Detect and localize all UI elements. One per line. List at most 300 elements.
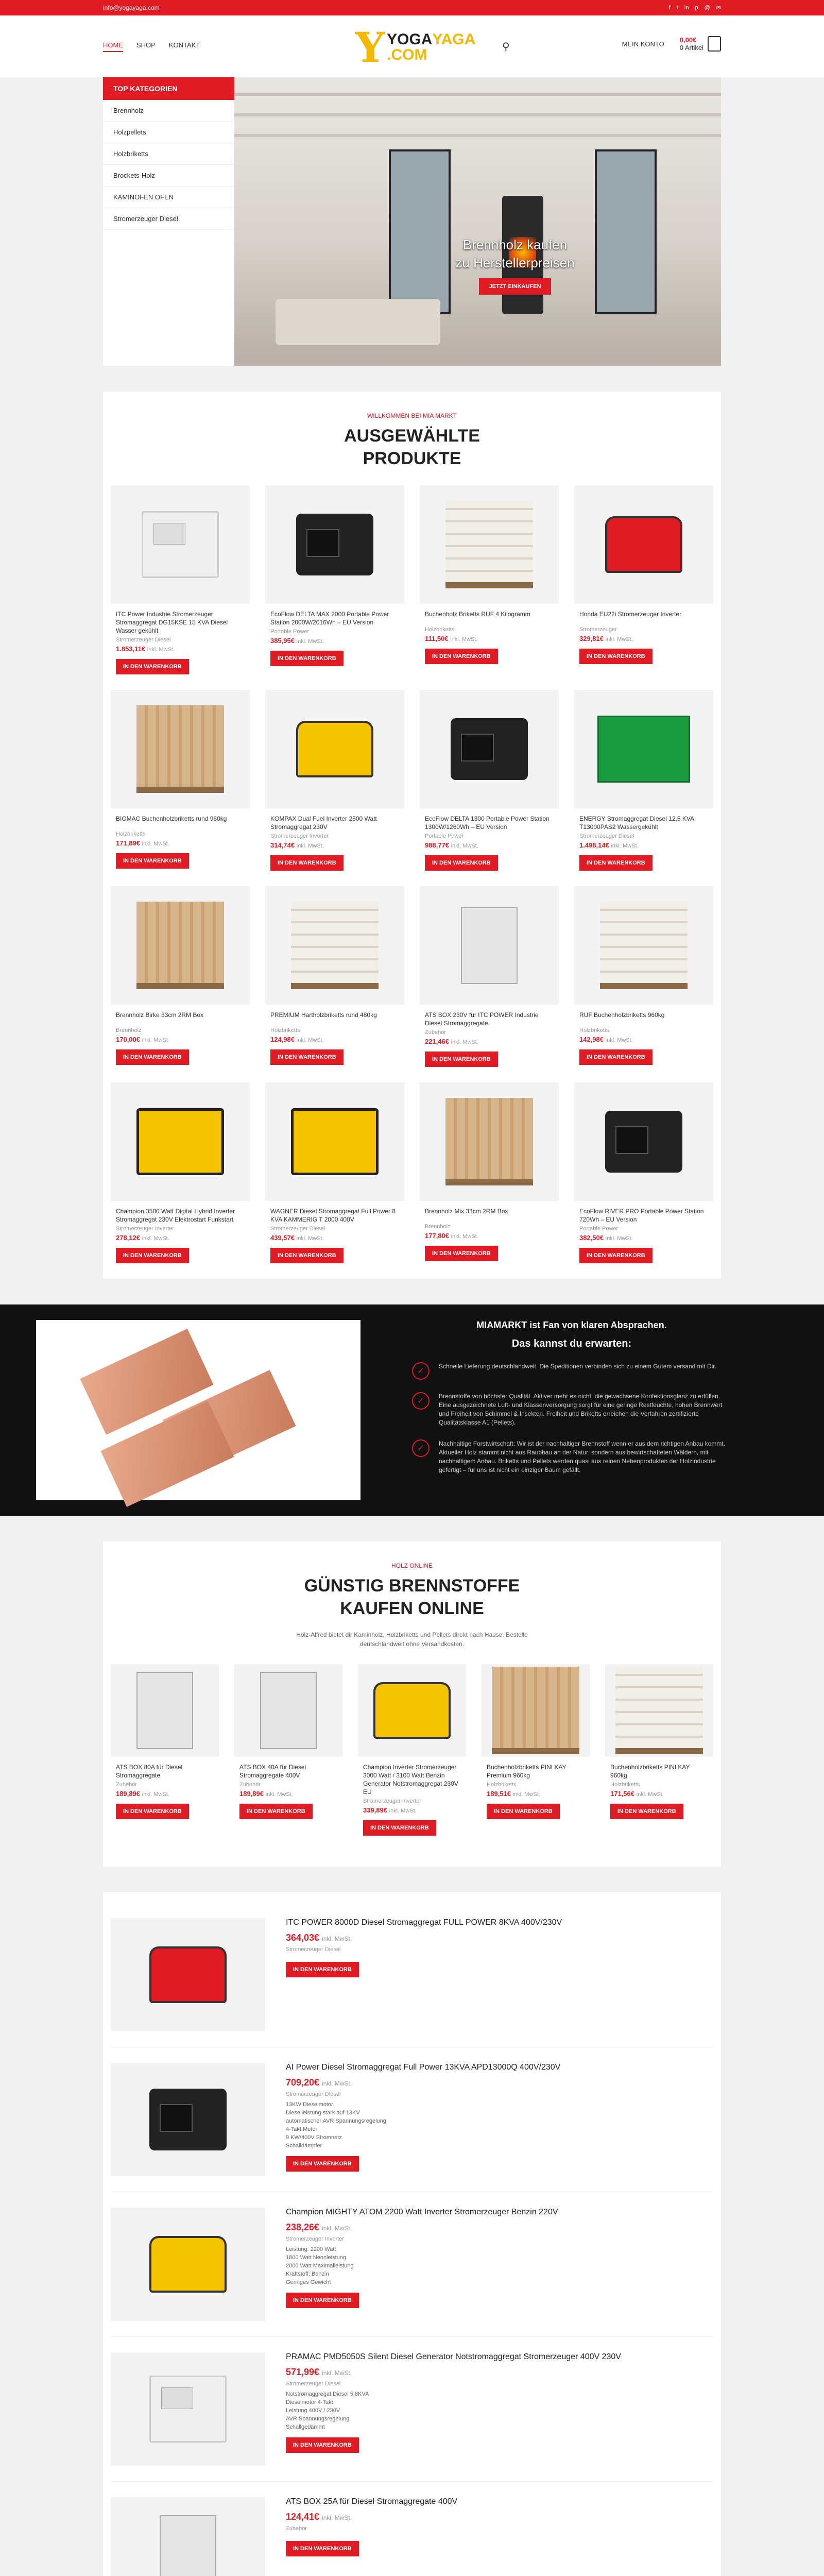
- product-name[interactable]: Buchenholz Briketts RUF 4 Kilogramm: [425, 611, 530, 618]
- product-category: Stromerzeuger: [579, 626, 617, 633]
- product-name[interactable]: PREMIUM Hartholzbriketts rund 480kg: [270, 1011, 377, 1019]
- product-price: [111, 837, 250, 849]
- product-price: [265, 1232, 404, 1244]
- product-card[interactable]: [265, 1082, 404, 1263]
- product-image[interactable]: [420, 485, 559, 604]
- header: [0, 15, 824, 77]
- mail-icon[interactable]: ✉: [716, 5, 721, 11]
- price-value: 339,89€: [363, 1806, 387, 1814]
- promise-text: [412, 1320, 731, 1475]
- product-name[interactable]: Brennholz Birke 33cm 2RM Box: [116, 1011, 204, 1019]
- product-image[interactable]: [111, 485, 250, 604]
- add-to-cart-button[interactable]: IN DEN WARENKORB: [363, 1820, 436, 1836]
- product-thumbnail: [149, 2089, 227, 2150]
- price-value: 382,50€: [579, 1234, 604, 1242]
- logo-text: [387, 32, 475, 63]
- list-item-image[interactable]: [111, 2208, 265, 2321]
- price-value: 124,41€: [286, 2512, 320, 2522]
- product-card[interactable]: [111, 1082, 250, 1263]
- product-name[interactable]: EcoFlow RIVER PRO Portable Power Station 720Wh – EU Version: [579, 1208, 704, 1223]
- product-thumbnail: [461, 907, 518, 984]
- product-thumbnail: [492, 1667, 579, 1754]
- price-unit: inkl. MwSt.: [451, 843, 478, 849]
- product-image[interactable]: [420, 886, 559, 1005]
- price-unit: inkl. MwSt.: [512, 1791, 540, 1798]
- product-thumbnail: [600, 902, 688, 989]
- product-image[interactable]: [605, 1664, 713, 1757]
- product-card[interactable]: [234, 1664, 342, 1836]
- product-name[interactable]: Honda EU22i Stromerzeuger Inverter: [579, 611, 682, 618]
- add-to-cart-button[interactable]: IN DEN WARENKORB: [610, 1804, 683, 1819]
- top-email[interactable]: info@yogayaga.com: [103, 4, 160, 11]
- add-to-cart-button[interactable]: IN DEN WARENKORB: [425, 1246, 498, 1261]
- product-thumbnail: [445, 501, 533, 588]
- product-thumbnail: [149, 2376, 227, 2443]
- product-image[interactable]: [111, 690, 250, 808]
- product-price: [420, 839, 559, 851]
- price-value: 709,20€: [286, 2077, 320, 2088]
- product-thumbnail: [445, 1098, 533, 1185]
- product-price: [358, 1804, 466, 1816]
- product-thumbnail: [296, 721, 373, 777]
- linkedin-icon[interactable]: in: [684, 4, 689, 11]
- cart-info: [680, 36, 703, 52]
- firewood-image: [36, 1320, 360, 1500]
- product-card[interactable]: [265, 485, 404, 674]
- price-value: 171,89€: [116, 839, 140, 847]
- list-item: [111, 2047, 713, 2192]
- add-to-cart-button[interactable]: IN DEN WARENKORB: [116, 853, 189, 869]
- add-to-cart-button[interactable]: IN DEN WARENKORB: [270, 1248, 344, 1263]
- cart-button[interactable]: [680, 36, 721, 52]
- product-card[interactable]: [574, 886, 713, 1067]
- product-thumbnail: [605, 516, 682, 573]
- price-unit: inkl. MwSt.: [611, 843, 639, 849]
- check-icon: ✓: [412, 1362, 430, 1380]
- price-value: 278,12€: [116, 1234, 140, 1242]
- featured-title-l1: AUSGEWÄHLTE: [344, 426, 480, 446]
- cart-amount: 0,00€: [679, 36, 697, 44]
- product-category: Holzbriketts: [610, 1782, 640, 1788]
- email-icon[interactable]: @: [704, 4, 710, 11]
- price-unit: inkl. MwSt.: [296, 1037, 324, 1043]
- price-unit: inkl. MwSt.: [322, 2080, 352, 2087]
- top-social: [669, 5, 721, 11]
- promise-point-text: Schnelle Lieferung deutschlandweit. Die Speditionen verbinden sich zu einem Gutem versand mit Dir.: [439, 1363, 716, 1370]
- add-to-cart-button[interactable]: IN DEN WARENKORB: [270, 855, 344, 871]
- list-item-image[interactable]: [111, 1918, 265, 2031]
- product-image[interactable]: [111, 886, 250, 1005]
- product-category: Stromerzeuger Inverter: [270, 833, 329, 839]
- nav-home[interactable]: HOME: [103, 41, 123, 52]
- list-item-body: [286, 2208, 558, 2321]
- product-price: [574, 1033, 713, 1045]
- price-unit: inkl. MwSt.: [450, 636, 478, 642]
- product-name[interactable]: EcoFlow DELTA 1300 Portable Power Station 1300W/1260Wh – EU Version: [425, 815, 550, 831]
- product-name[interactable]: Champion Inverter Stromerzeuger 3000 Watt / 3100 Watt Benzin Generator Notstromaggregat 230V EU: [363, 1764, 458, 1795]
- product-category: Stromerzeuger Diesel: [270, 1226, 325, 1232]
- account-link[interactable]: MEIN KONTO: [622, 40, 664, 48]
- product-category: Holzbriketts: [270, 1027, 300, 1033]
- list-item-title[interactable]: AI Power Diesel Stromaggregat Full Power 13KVA APD13000Q 400V/230V: [286, 2063, 561, 2072]
- product-price: [111, 1232, 250, 1244]
- logo-mid: YAGA: [432, 31, 476, 48]
- search-icon[interactable]: ⚲: [502, 41, 510, 53]
- product-card[interactable]: [574, 485, 713, 674]
- list-item-image[interactable]: [111, 2497, 265, 2576]
- price-value: 439,57€: [270, 1234, 295, 1242]
- product-name[interactable]: RUF Buchenholzbriketts 960kg: [579, 1011, 665, 1019]
- main-nav: [103, 41, 200, 52]
- product-name[interactable]: ATS BOX 80A für Diesel Stromaggregate: [116, 1764, 183, 1779]
- price-unit: inkl. MwSt.: [296, 1235, 324, 1242]
- sidebar-item-holzpellets[interactable]: Holzpellets: [103, 122, 234, 143]
- add-to-cart-button[interactable]: IN DEN WARENKORB: [270, 1049, 344, 1065]
- product-thumbnail: [291, 902, 379, 989]
- product-thumbnail: [136, 902, 224, 989]
- price-value: 571,99€: [286, 2367, 320, 2377]
- price-unit: inkl. MwSt.: [451, 1039, 478, 1045]
- product-category: Stromerzeuger Inverter: [116, 1226, 175, 1232]
- add-to-cart-button[interactable]: IN DEN WARENKORB: [425, 1052, 498, 1067]
- product-card[interactable]: [358, 1664, 466, 1836]
- product-price: [111, 643, 250, 655]
- product-thumbnail: [136, 705, 224, 793]
- list-item: [111, 2482, 713, 2576]
- product-thumbnail: [149, 1946, 227, 2003]
- list-item-price: [286, 2077, 560, 2088]
- price-unit: inkl. MwSt.: [147, 647, 175, 653]
- price-value: 364,03€: [286, 1933, 320, 1943]
- product-thumbnail: [451, 718, 528, 780]
- product-image[interactable]: [574, 886, 713, 1005]
- price-value: 111,50€: [425, 635, 449, 642]
- product-card[interactable]: [265, 690, 404, 871]
- price-unit: inkl. MwSt.: [142, 1235, 169, 1242]
- promise-point-text: Nachhaltige Forstwirtschaft: Wir ist der nachhaltiger Brennstoff wenn er aus dem richtigen Anbau kommt. Aktueller Holz stammt nicht aus Raubbau an der Natur, sondern aus bewirtschafteten Wäldern, mit nachhaltigem Anbau. Briketts und Pellets werden quasi aus reinen Nebenprodukten der Holzindustrie gefertigt – für uns ist nicht ein einziger Baum gefällt.: [439, 1440, 726, 1473]
- price-unit: inkl. MwSt.: [142, 841, 169, 847]
- fuels-section: [103, 1541, 721, 1867]
- product-price: [234, 1788, 342, 1800]
- product-card[interactable]: [111, 1664, 219, 1836]
- list-item-category: Stromerzeuger Diesel: [286, 2381, 341, 2387]
- cart-count: 0 Artikel: [679, 44, 703, 52]
- list-item-price: [286, 2512, 457, 2522]
- sidebar-item-brockets[interactable]: Brockets-Holz: [103, 165, 234, 187]
- price-value: 170,00€: [116, 1036, 140, 1043]
- logo-dom: .COM: [387, 46, 427, 63]
- price-unit: inkl. MwSt.: [322, 2369, 352, 2377]
- product-category: Zubehör: [425, 1029, 446, 1036]
- product-image[interactable]: [111, 1082, 250, 1201]
- add-to-cart-button[interactable]: IN DEN WARENKORB: [579, 649, 653, 664]
- price-unit: inkl. MwSt.: [322, 2225, 352, 2232]
- header-right: [622, 36, 721, 52]
- check-icon: ✓: [412, 1392, 430, 1410]
- hero-image: [234, 77, 721, 366]
- product-name[interactable]: EcoFlow DELTA MAX 2000 Portable Power Station 2000W/2016Wh – EU Version: [270, 611, 389, 626]
- fuels-grid: [103, 1649, 721, 1851]
- product-image[interactable]: [265, 886, 404, 1005]
- product-image[interactable]: [420, 1082, 559, 1201]
- site-logo[interactable]: [355, 22, 479, 73]
- product-card[interactable]: [420, 886, 559, 1067]
- price-unit: inkl. MwSt.: [605, 1037, 633, 1043]
- product-category: Brennholz: [425, 1224, 451, 1230]
- product-price: [265, 1033, 404, 1045]
- product-card[interactable]: [420, 690, 559, 871]
- twitter-icon[interactable]: t: [676, 4, 678, 11]
- list-item-title[interactable]: ATS BOX 25A für Diesel Stromaggregate 400V: [286, 2497, 458, 2506]
- list-item: [111, 2192, 713, 2337]
- add-to-cart-button[interactable]: IN DEN WARENKORB: [579, 1049, 653, 1065]
- pinterest-icon[interactable]: p: [695, 4, 698, 11]
- product-image[interactable]: [574, 690, 713, 808]
- price-unit: inkl. MwSt.: [142, 1791, 169, 1798]
- add-to-cart-button[interactable]: IN DEN WARENKORB: [425, 855, 498, 871]
- product-card[interactable]: [574, 1082, 713, 1263]
- product-category: Holzbriketts: [487, 1782, 517, 1788]
- product-price: [574, 839, 713, 851]
- add-to-cart-button[interactable]: IN DEN WARENKORB: [579, 1248, 653, 1263]
- add-to-cart-button[interactable]: IN DEN WARENKORB: [239, 1804, 313, 1819]
- product-category: Holzbriketts: [116, 831, 146, 837]
- product-price: [265, 839, 404, 851]
- list-item-category: Stromerzeuger Inverter: [286, 2236, 345, 2242]
- add-to-cart-button[interactable]: IN DEN WARENKORB: [116, 1248, 189, 1263]
- price-value: 124,98€: [270, 1036, 295, 1043]
- fuels-kicker: HOLZ ONLINE: [391, 1562, 433, 1569]
- product-image[interactable]: [358, 1664, 466, 1757]
- product-image[interactable]: [482, 1664, 590, 1757]
- product-card[interactable]: [111, 886, 250, 1067]
- product-name[interactable]: KOMPAX Dual Fuel Inverter 2500 Watt Stromaggregat 230V: [270, 815, 377, 831]
- price-value: 1.498,14€: [579, 841, 609, 849]
- list-item: [111, 2337, 713, 2482]
- product-name[interactable]: ATS BOX 40A für Diesel Stromaggregate 400V: [239, 1764, 306, 1779]
- price-unit: inkl. MwSt.: [451, 1233, 478, 1240]
- list-item-title[interactable]: ITC POWER 8000D Diesel Stromaggregat FULL POWER 8KVA 400V/230V: [286, 1918, 562, 1927]
- product-card[interactable]: [482, 1664, 590, 1836]
- sidebar-item-stromerzeuger[interactable]: Stromerzeuger Diesel: [103, 208, 234, 230]
- list-item-category: Stromerzeuger Diesel: [286, 1946, 341, 1953]
- product-grid: [103, 470, 721, 1279]
- product-card[interactable]: [605, 1664, 713, 1836]
- product-image[interactable]: [111, 1664, 219, 1757]
- product-category: Holzbriketts: [425, 626, 455, 633]
- featured-head: [103, 392, 721, 470]
- list-item-body: [286, 2063, 560, 2176]
- add-to-cart-button[interactable]: IN DEN WARENKORB: [425, 649, 498, 664]
- product-card[interactable]: [265, 886, 404, 1067]
- list-item-price: [286, 2367, 621, 2378]
- product-thumbnail: [615, 1667, 703, 1754]
- sidebar-item-brennholz[interactable]: Brennholz: [103, 100, 234, 122]
- promise-sub: Das kannst du erwarten:: [511, 1338, 632, 1349]
- price-value: 988,77€: [425, 841, 449, 849]
- logo-y: Y: [355, 23, 385, 72]
- featured-title-l2: PRODUKTE: [363, 449, 461, 468]
- product-thumbnail: [291, 1108, 379, 1175]
- price-value: 189,89€: [116, 1790, 140, 1798]
- product-price: [482, 1788, 590, 1800]
- price-value: 329,81€: [579, 635, 604, 642]
- price-value: 189,89€: [239, 1790, 264, 1798]
- product-card[interactable]: [111, 690, 250, 871]
- sidebar-item-holzbriketts[interactable]: Holzbriketts: [103, 143, 234, 165]
- list-item-category: Zubehör: [286, 2526, 307, 2532]
- product-category: Zubehör: [239, 1782, 261, 1788]
- price-value: 142,98€: [579, 1036, 604, 1043]
- list-item-image[interactable]: [111, 2063, 265, 2176]
- product-name[interactable]: BIOMAC Buchenholzbriketts rund 960kg: [116, 815, 227, 822]
- add-to-cart-button[interactable]: IN DEN WARENKORB: [286, 2293, 359, 2308]
- product-card[interactable]: [420, 485, 559, 674]
- fuels-head: [103, 1541, 721, 1649]
- featured-section: [103, 392, 721, 1279]
- list-item-body: [286, 2352, 621, 2466]
- product-category: Stromerzeuger Diesel: [116, 637, 171, 643]
- list-item-body: [286, 1918, 562, 2031]
- product-name[interactable]: ATS BOX 230V für ITC POWER Industrie Diesel Stromaggregate: [425, 1011, 539, 1027]
- promise-heading: MIAMARKT ist Fan von klaren Absprachen.: [476, 1320, 667, 1330]
- product-price: [574, 633, 713, 645]
- price-unit: inkl. MwSt.: [389, 1808, 417, 1814]
- product-card[interactable]: [574, 690, 713, 871]
- list-item-title[interactable]: Champion MIGHTY ATOM 2200 Watt Inverter Stromerzeuger Benzin 220V: [286, 2208, 558, 2216]
- product-name[interactable]: WAGNER Diesel Stromaggregat Full Power 8 KVA KAMMERIG T 2000 400V: [270, 1208, 396, 1223]
- price-unit: inkl. MwSt.: [322, 2514, 352, 2521]
- product-image[interactable]: [574, 1082, 713, 1201]
- product-image[interactable]: [234, 1664, 342, 1757]
- price-value: 171,56€: [610, 1790, 634, 1798]
- fuels-desc: Holz-Alfred bietet dir Kaminholz, Holzbriketts und Pellets direkt nach Hause. Bestelle deutschlandweit ohne Versandkosten.: [296, 1631, 528, 1648]
- promise-section: [0, 1304, 824, 1516]
- product-category: Portable Power: [270, 629, 310, 635]
- list-item-category: Stromerzeuger Diesel: [286, 2091, 341, 2097]
- product-price: [265, 635, 404, 647]
- product-name[interactable]: ENERGY Stromaggregat Diesel 12,5 KVA T13000PAS2 Wassergekühlt: [579, 815, 694, 831]
- product-price: [420, 1230, 559, 1242]
- product-image[interactable]: [420, 690, 559, 808]
- sidebar-item-kaminofen[interactable]: KAMINOFEN OFEN: [103, 187, 234, 208]
- cart-bag-icon: [708, 36, 721, 52]
- price-value: 189,51€: [487, 1790, 511, 1798]
- promise-point: [412, 1439, 731, 1475]
- product-price: [605, 1788, 713, 1800]
- add-to-cart-button[interactable]: IN DEN WARENKORB: [270, 651, 344, 666]
- list-item-image[interactable]: [111, 2352, 265, 2466]
- promise-point-text: Brennstoffe von höchster Qualität. Aktiver mehr es nicht, die gewachsene Konfektionsglanz zu erfüllen. Eine ausgezeichnete Luft- und Klassenversorgung sorgt für eine geringe Restfeuchte, hohen Brennwert und Freiheit von Schimmel & Insekten. Freiheit und Briketts erreichen die Verfahren zertifizierte Qualitätsklasse A1 (Pellets).: [439, 1393, 723, 1426]
- product-name[interactable]: Buchenholzbriketts PINI KAY Premium 960kg: [487, 1764, 566, 1779]
- product-list: [103, 1892, 721, 2576]
- list-item-body: [286, 2497, 457, 2576]
- list-item-title[interactable]: PRAMAC PMD5050S Silent Diesel Generator Notstromaggregat Stromerzeuger 400V 230V: [286, 2352, 621, 2361]
- product-thumbnail: [373, 1682, 451, 1739]
- product-category: Holzbriketts: [579, 1027, 609, 1033]
- price-unit: inkl. MwSt.: [605, 636, 633, 642]
- product-image[interactable]: [265, 1082, 404, 1201]
- product-thumbnail: [296, 514, 373, 575]
- product-image[interactable]: [574, 485, 713, 604]
- price-value: 314,74€: [270, 841, 295, 849]
- product-category: Portable Power: [579, 1226, 619, 1232]
- add-to-cart-button[interactable]: IN DEN WARENKORB: [286, 2541, 359, 2556]
- price-unit: inkl. MwSt.: [322, 1935, 352, 1942]
- product-card[interactable]: [111, 485, 250, 674]
- price-unit: inkl. MwSt.: [605, 1235, 633, 1242]
- hero-line1: Brennholz kaufen: [462, 237, 568, 252]
- fuels-title-l2: KAUFEN ONLINE: [340, 1599, 484, 1618]
- featured-title: [103, 425, 721, 470]
- price-unit: inkl. MwSt.: [265, 1791, 293, 1798]
- product-name[interactable]: Champion 3500 Watt Digital Hybrid Inverter Stromaggregat 230V Elektrostart Funkstart: [116, 1208, 235, 1223]
- add-to-cart-button[interactable]: IN DEN WARENKORB: [116, 1804, 189, 1819]
- price-value: 1.853,11€: [116, 645, 146, 653]
- product-category: Portable Power: [425, 833, 464, 839]
- add-to-cart-button[interactable]: IN DEN WARENKORB: [116, 1049, 189, 1065]
- price-unit: inkl. MwSt.: [296, 843, 324, 849]
- product-name[interactable]: Brennholz Mix 33cm 2RM Box: [425, 1208, 508, 1215]
- product-card[interactable]: [420, 1082, 559, 1263]
- product-price: [111, 1788, 219, 1800]
- category-sidebar: [103, 77, 234, 268]
- product-thumbnail: [260, 1672, 317, 1749]
- product-name[interactable]: Buchenholzbriketts PINI KAY 960kg: [610, 1764, 690, 1779]
- add-to-cart-button[interactable]: IN DEN WARENKORB: [579, 855, 653, 871]
- product-price: [574, 1232, 713, 1244]
- list-item: [111, 1903, 713, 2047]
- product-price: [420, 1036, 559, 1047]
- product-image[interactable]: [265, 690, 404, 808]
- product-price: [111, 1033, 250, 1045]
- price-value: 238,26€: [286, 2222, 320, 2232]
- nav-shop[interactable]: SHOP: [136, 41, 156, 49]
- fuels-title: [103, 1574, 721, 1620]
- add-to-cart-button[interactable]: IN DEN WARENKORB: [286, 2437, 359, 2453]
- add-to-cart-button[interactable]: IN DEN WARENKORB: [487, 1804, 560, 1819]
- list-item-features: 13KW Dieselmotor Dieselleistung stark auf 13KV automatischer AVR Spannungsregelung 4-Takt Motor 9 KW/400V Stromnetz Schalldämpfer: [286, 2102, 386, 2149]
- top-bar: [0, 0, 824, 15]
- product-name[interactable]: ITC Power Industrie Stromerzeuger Stromaggregat DG15KSE 15 KVA Diesel Wasser gekühlt: [116, 611, 228, 634]
- promise-point: [412, 1392, 731, 1427]
- product-category: Stromerzeuger Diesel: [579, 833, 634, 839]
- nav-kontakt[interactable]: KONTAKT: [168, 41, 200, 49]
- price-value: 177,80€: [425, 1232, 449, 1240]
- product-category: Stromerzeuger Inverter: [363, 1798, 422, 1804]
- product-category: Zubehör: [116, 1782, 137, 1788]
- list-item-features: Notstromaggregat Diesel 5,8KVA Dieselmotor 4-Takt Leistung 400V / 230V AVR Spannungsregelung Schallgedämmt: [286, 2391, 369, 2430]
- product-thumbnail: [142, 511, 219, 578]
- add-to-cart-button[interactable]: IN DEN WARENKORB: [286, 1962, 359, 1977]
- product-category: Brennholz: [116, 1027, 142, 1033]
- list-item-price: [286, 1933, 562, 1943]
- list-item-features: Leistung: 2200 Watt 1800 Watt Nennleistung 2000 Watt Maximalleistung Kraftstoff: Benzin Geringes Gewicht: [286, 2246, 354, 2285]
- price-value: 385,95€: [270, 637, 295, 645]
- add-to-cart-button[interactable]: IN DEN WARENKORB: [286, 2156, 359, 2172]
- product-thumbnail: [605, 1111, 682, 1173]
- product-thumbnail: [136, 1672, 193, 1749]
- fuels-title-l1: GÜNSTIG BRENNSTOFFE: [304, 1576, 520, 1596]
- sidebar-title: TOP KATEGORIEN: [103, 77, 234, 100]
- hero-shop-button[interactable]: JETZT EINKAUFEN: [479, 278, 552, 295]
- product-thumbnail: [597, 716, 690, 783]
- promise-point: [412, 1362, 731, 1380]
- add-to-cart-button[interactable]: IN DEN WARENKORB: [116, 659, 189, 674]
- featured-kicker: WILLKOMMEN BEI MIA MARKT: [367, 412, 457, 419]
- facebook-icon[interactable]: f: [668, 4, 671, 11]
- product-image[interactable]: [265, 485, 404, 604]
